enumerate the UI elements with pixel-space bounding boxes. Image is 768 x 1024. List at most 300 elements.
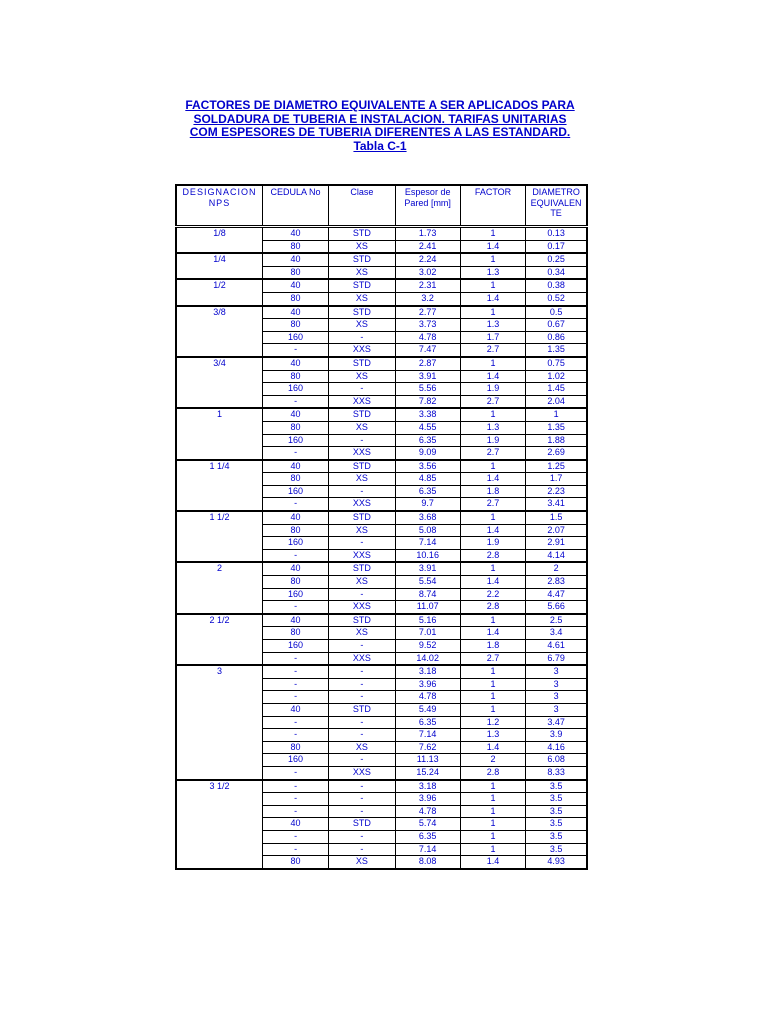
clase-cell: XS [329, 741, 395, 754]
espesor-cell: 4.55 [395, 421, 460, 434]
espesor-cell: 9.7 [395, 498, 460, 511]
clase-cell: STD [329, 460, 395, 473]
nps-cell [176, 703, 262, 716]
cedula-cell: 40 [262, 818, 328, 831]
cedula-cell: - [262, 665, 328, 678]
espesor-cell: 11.07 [395, 601, 460, 614]
espesor-cell: 7.14 [395, 537, 460, 550]
diametro-cell: 4.61 [526, 640, 587, 653]
diametro-cell: 3.9 [526, 729, 587, 742]
espesor-cell: 4.78 [395, 691, 460, 704]
clase-cell: XXS [329, 498, 395, 511]
table-row [176, 766, 587, 779]
nps-cell: 1 1/4 [176, 460, 262, 473]
factor-cell: 1.9 [460, 434, 525, 447]
clase-cell: XXS [329, 395, 395, 408]
table-row [176, 614, 587, 627]
factor-cell: 1 [460, 780, 525, 793]
factor-cell: 1.8 [460, 485, 525, 498]
nps-cell [176, 395, 262, 408]
factor-cell: 1.9 [460, 537, 525, 550]
nps-cell [176, 741, 262, 754]
cedula-cell: 160 [262, 331, 328, 344]
clase-cell: STD [329, 227, 395, 241]
diametro-cell: 2.23 [526, 485, 587, 498]
cedula-cell: - [262, 395, 328, 408]
factor-cell: 2 [460, 754, 525, 767]
nps-cell [176, 818, 262, 831]
document-title [150, 99, 610, 153]
cedula-cell: - [262, 780, 328, 793]
factor-cell: 1 [460, 843, 525, 856]
espesor-cell: 3.68 [395, 511, 460, 524]
diametro-cell: 1 [526, 408, 587, 421]
header-nps: DESIGNACION NPS [176, 185, 262, 227]
cedula-cell: - [262, 716, 328, 729]
table-row [176, 678, 587, 691]
cedula-cell: 40 [262, 614, 328, 627]
espesor-cell: 3.18 [395, 665, 460, 678]
cedula-cell: 80 [262, 266, 328, 279]
factor-cell: 1 [460, 818, 525, 831]
table-row [176, 537, 587, 550]
cedula-cell: - [262, 549, 328, 562]
title-line: COM ESPESORES DE TUBERIA DIFERENTES A LAS ESTANDARD. [189, 125, 571, 139]
espesor-cell: 6.35 [395, 830, 460, 843]
nps-cell [176, 266, 262, 279]
cedula-cell: - [262, 344, 328, 357]
factor-cell: 1.4 [460, 576, 525, 589]
clase-cell: - [329, 588, 395, 601]
table-row [176, 716, 587, 729]
clase-cell: XS [329, 473, 395, 486]
diametro-cell: 3 [526, 691, 587, 704]
espesor-cell: 2.24 [395, 253, 460, 266]
factor-cell: 1.2 [460, 716, 525, 729]
diametro-cell: 1.5 [526, 511, 587, 524]
diametro-cell: 0.34 [526, 266, 587, 279]
nps-cell [176, 485, 262, 498]
diametro-cell: 2 [526, 562, 587, 575]
clase-cell: STD [329, 818, 395, 831]
nps-cell [176, 652, 262, 665]
cedula-cell: - [262, 793, 328, 806]
espesor-cell: 7.01 [395, 627, 460, 640]
factor-cell: 1 [460, 614, 525, 627]
cedula-cell: 80 [262, 627, 328, 640]
factor-cell: 2.8 [460, 549, 525, 562]
espesor-cell: 4.85 [395, 473, 460, 486]
factor-cell: 1 [460, 460, 525, 473]
clase-cell: XXS [329, 652, 395, 665]
table-row [176, 344, 587, 357]
clase-cell: - [329, 678, 395, 691]
clase-cell: XXS [329, 344, 395, 357]
diametro-cell: 5.66 [526, 601, 587, 614]
cedula-cell: 80 [262, 473, 328, 486]
cedula-cell: - [262, 652, 328, 665]
table-row [176, 640, 587, 653]
table-row [176, 691, 587, 704]
diametro-cell: 8.33 [526, 766, 587, 779]
table-row [176, 601, 587, 614]
cedula-cell: 40 [262, 306, 328, 319]
cedula-cell: - [262, 498, 328, 511]
table-row [176, 240, 587, 253]
nps-cell [176, 524, 262, 537]
espesor-cell: 7.14 [395, 843, 460, 856]
factor-cell: 1.4 [460, 473, 525, 486]
factor-cell: 1 [460, 306, 525, 319]
diametro-cell: 0.13 [526, 227, 587, 241]
diametro-cell: 0.75 [526, 357, 587, 370]
factor-cell: 1 [460, 805, 525, 818]
table-row [176, 473, 587, 486]
table-row [176, 856, 587, 869]
diametro-cell: 1.45 [526, 383, 587, 396]
clase-cell: - [329, 434, 395, 447]
espesor-cell: 9.52 [395, 640, 460, 653]
espesor-cell: 5.56 [395, 383, 460, 396]
factor-cell: 1.4 [460, 370, 525, 383]
cedula-cell: - [262, 766, 328, 779]
factor-cell: 1 [460, 253, 525, 266]
clase-cell: XS [329, 292, 395, 305]
table-row [176, 485, 587, 498]
diametro-cell: 2.83 [526, 576, 587, 589]
factor-cell: 2.7 [460, 652, 525, 665]
espesor-cell: 5.16 [395, 614, 460, 627]
cedula-cell: 80 [262, 524, 328, 537]
espesor-cell: 2.31 [395, 279, 460, 292]
nps-cell [176, 588, 262, 601]
table-row [176, 408, 587, 421]
cedula-cell: - [262, 843, 328, 856]
factor-cell: 1 [460, 665, 525, 678]
table-row [176, 562, 587, 575]
nps-cell [176, 856, 262, 869]
clase-cell: XS [329, 627, 395, 640]
clase-cell: STD [329, 306, 395, 319]
factor-cell: 1.4 [460, 524, 525, 537]
factor-cell: 2.7 [460, 447, 525, 460]
espesor-cell: 2.87 [395, 357, 460, 370]
cedula-cell: 40 [262, 357, 328, 370]
clase-cell: XS [329, 319, 395, 332]
nps-cell [176, 549, 262, 562]
table-row [176, 279, 587, 292]
espesor-cell: 8.08 [395, 856, 460, 869]
header-clase: Clase [329, 185, 395, 227]
diametro-cell: 1.25 [526, 460, 587, 473]
diametro-cell: 3.5 [526, 805, 587, 818]
cedula-cell: - [262, 678, 328, 691]
nps-cell [176, 447, 262, 460]
header-factor: FACTOR [460, 185, 525, 227]
table-row [176, 665, 587, 678]
cedula-cell: 160 [262, 537, 328, 550]
diametro-cell: 0.38 [526, 279, 587, 292]
cedula-cell: 80 [262, 370, 328, 383]
clase-cell: XXS [329, 549, 395, 562]
factor-cell: 1.3 [460, 729, 525, 742]
nps-cell [176, 805, 262, 818]
header-diametro: DIAMETRO EQUIVALEN TE [526, 185, 587, 227]
diametro-cell: 0.67 [526, 319, 587, 332]
clase-cell: STD [329, 511, 395, 524]
nps-cell [176, 691, 262, 704]
title-line: FACTORES DE DIAMETRO EQUIVALENTE A SER APLICADOS PARA [185, 98, 575, 112]
clase-cell: XXS [329, 601, 395, 614]
diametro-cell: 6.79 [526, 652, 587, 665]
cedula-cell: - [262, 691, 328, 704]
table-row [176, 524, 587, 537]
table-row [176, 576, 587, 589]
nps-cell: 2 [176, 562, 262, 575]
factor-cell: 1.4 [460, 856, 525, 869]
clase-cell: - [329, 640, 395, 653]
clase-cell: - [329, 331, 395, 344]
espesor-cell: 2.77 [395, 306, 460, 319]
cedula-cell: - [262, 601, 328, 614]
clase-cell: - [329, 830, 395, 843]
cedula-cell: 160 [262, 754, 328, 767]
diametro-cell: 4.93 [526, 856, 587, 869]
clase-cell: STD [329, 253, 395, 266]
factor-cell: 2.7 [460, 498, 525, 511]
table-row [176, 421, 587, 434]
clase-cell: STD [329, 703, 395, 716]
clase-cell: XS [329, 524, 395, 537]
clase-cell: - [329, 537, 395, 550]
table-row [176, 447, 587, 460]
diametro-cell: 3 [526, 665, 587, 678]
cedula-cell: 40 [262, 511, 328, 524]
espesor-cell: 3.91 [395, 370, 460, 383]
table-row [176, 306, 587, 319]
table-row [176, 830, 587, 843]
factor-cell: 2.7 [460, 395, 525, 408]
clase-cell: - [329, 716, 395, 729]
table-row [176, 652, 587, 665]
table-row [176, 383, 587, 396]
diametro-cell: 2.07 [526, 524, 587, 537]
table-row [176, 780, 587, 793]
clase-cell: - [329, 805, 395, 818]
table-row [176, 703, 587, 716]
factor-cell: 2.7 [460, 344, 525, 357]
table-row [176, 754, 587, 767]
table-row [176, 292, 587, 305]
diametro-cell: 0.52 [526, 292, 587, 305]
diametro-cell: 3.5 [526, 830, 587, 843]
espesor-cell: 5.54 [395, 576, 460, 589]
espesor-cell: 3.18 [395, 780, 460, 793]
espesor-cell: 3.56 [395, 460, 460, 473]
clase-cell: STD [329, 357, 395, 370]
clase-cell: - [329, 729, 395, 742]
cedula-cell: 160 [262, 434, 328, 447]
factor-cell: 1 [460, 562, 525, 575]
espesor-cell: 3.96 [395, 678, 460, 691]
table-row [176, 793, 587, 806]
cedula-cell: 160 [262, 485, 328, 498]
nps-cell: 3 [176, 665, 262, 678]
cedula-cell: - [262, 830, 328, 843]
clase-cell: - [329, 485, 395, 498]
nps-cell [176, 678, 262, 691]
clase-cell: - [329, 665, 395, 678]
clase-cell: - [329, 780, 395, 793]
espesor-cell: 3.38 [395, 408, 460, 421]
cedula-cell: 40 [262, 562, 328, 575]
nps-cell: 3/4 [176, 357, 262, 370]
espesor-cell: 6.35 [395, 485, 460, 498]
factor-cell: 1 [460, 703, 525, 716]
clase-cell: XS [329, 856, 395, 869]
table-row [176, 266, 587, 279]
clase-cell: XXS [329, 766, 395, 779]
nps-cell [176, 766, 262, 779]
factor-cell: 1.4 [460, 292, 525, 305]
nps-cell [176, 473, 262, 486]
diametro-cell: 1.35 [526, 344, 587, 357]
factor-cell: 1.9 [460, 383, 525, 396]
cedula-cell: 160 [262, 588, 328, 601]
nps-cell [176, 830, 262, 843]
factor-cell: 1 [460, 691, 525, 704]
nps-cell: 1/8 [176, 227, 262, 241]
espesor-cell: 7.62 [395, 741, 460, 754]
nps-cell [176, 716, 262, 729]
title-line: SOLDADURA DE TUBERIA E INSTALACION. TARIFAS UNITARIAS [193, 111, 567, 126]
factor-cell: 1 [460, 227, 525, 241]
factor-cell: 1.3 [460, 421, 525, 434]
factor-cell: 1 [460, 511, 525, 524]
espesor-cell: 11.13 [395, 754, 460, 767]
espesor-cell: 7.47 [395, 344, 460, 357]
cedula-cell: 40 [262, 227, 328, 241]
espesor-cell: 10.16 [395, 549, 460, 562]
table-row [176, 331, 587, 344]
factor-cell: 1 [460, 793, 525, 806]
cedula-cell: 80 [262, 319, 328, 332]
cedula-cell: 80 [262, 240, 328, 253]
table-row [176, 253, 587, 266]
factor-cell: 1 [460, 408, 525, 421]
nps-cell [176, 292, 262, 305]
table-row [176, 818, 587, 831]
cedula-cell: - [262, 805, 328, 818]
table-row [176, 498, 587, 511]
clase-cell: - [329, 843, 395, 856]
clase-cell: XS [329, 421, 395, 434]
diametro-cell: 3.47 [526, 716, 587, 729]
factor-cell: 1 [460, 830, 525, 843]
cedula-cell: 80 [262, 856, 328, 869]
table-row [176, 511, 587, 524]
espesor-cell: 14.02 [395, 652, 460, 665]
header-cedula: CEDULA No [262, 185, 328, 227]
diametro-cell: 3.5 [526, 793, 587, 806]
diametro-cell: 2.04 [526, 395, 587, 408]
nps-cell [176, 344, 262, 357]
diametro-cell: 3 [526, 703, 587, 716]
cedula-cell: 40 [262, 703, 328, 716]
nps-cell [176, 627, 262, 640]
nps-cell [176, 370, 262, 383]
factor-cell: 1.4 [460, 240, 525, 253]
nps-cell [176, 729, 262, 742]
espesor-cell: 3.2 [395, 292, 460, 305]
nps-cell [176, 754, 262, 767]
header-espesor: Espesor de Pared [mm] [395, 185, 460, 227]
espesor-cell: 3.02 [395, 266, 460, 279]
diametro-cell: 2.69 [526, 447, 587, 460]
clase-cell: STD [329, 562, 395, 575]
factor-cell: 1 [460, 279, 525, 292]
nps-cell [176, 383, 262, 396]
espesor-cell: 8.74 [395, 588, 460, 601]
clase-cell: STD [329, 614, 395, 627]
cedula-cell: 80 [262, 741, 328, 754]
diametro-cell: 0.17 [526, 240, 587, 253]
diametro-cell: 0.86 [526, 331, 587, 344]
espesor-cell: 5.08 [395, 524, 460, 537]
diametro-cell: 3.41 [526, 498, 587, 511]
factor-cell: 1 [460, 357, 525, 370]
nps-cell: 3 1/2 [176, 780, 262, 793]
cedula-cell: - [262, 447, 328, 460]
clase-cell: XS [329, 240, 395, 253]
diametro-cell: 3.5 [526, 780, 587, 793]
table-row [176, 741, 587, 754]
cedula-cell: 80 [262, 421, 328, 434]
table-row [176, 588, 587, 601]
diametro-cell: 3.5 [526, 843, 587, 856]
espesor-cell: 9.09 [395, 447, 460, 460]
espesor-cell: 4.78 [395, 805, 460, 818]
clase-cell: - [329, 691, 395, 704]
factor-cell: 1.7 [460, 331, 525, 344]
clase-cell: STD [329, 408, 395, 421]
diametro-cell: 1.88 [526, 434, 587, 447]
nps-cell: 1/4 [176, 253, 262, 266]
espesor-cell: 7.82 [395, 395, 460, 408]
nps-cell [176, 601, 262, 614]
espesor-cell: 5.49 [395, 703, 460, 716]
factor-cell: 1.3 [460, 266, 525, 279]
factor-cell: 1.8 [460, 640, 525, 653]
nps-cell [176, 331, 262, 344]
diametro-cell: 3.4 [526, 627, 587, 640]
espesor-cell: 3.96 [395, 793, 460, 806]
cedula-cell: 40 [262, 279, 328, 292]
cedula-cell: 40 [262, 408, 328, 421]
clase-cell: - [329, 793, 395, 806]
factor-cell: 1.3 [460, 319, 525, 332]
table-row [176, 319, 587, 332]
diametro-cell: 1.7 [526, 473, 587, 486]
cedula-cell: - [262, 729, 328, 742]
clase-cell: XXS [329, 447, 395, 460]
diametro-cell: 4.16 [526, 741, 587, 754]
espesor-cell: 6.35 [395, 434, 460, 447]
nps-cell [176, 537, 262, 550]
header-row [176, 185, 587, 227]
table-row [176, 460, 587, 473]
factor-cell: 1.4 [460, 627, 525, 640]
